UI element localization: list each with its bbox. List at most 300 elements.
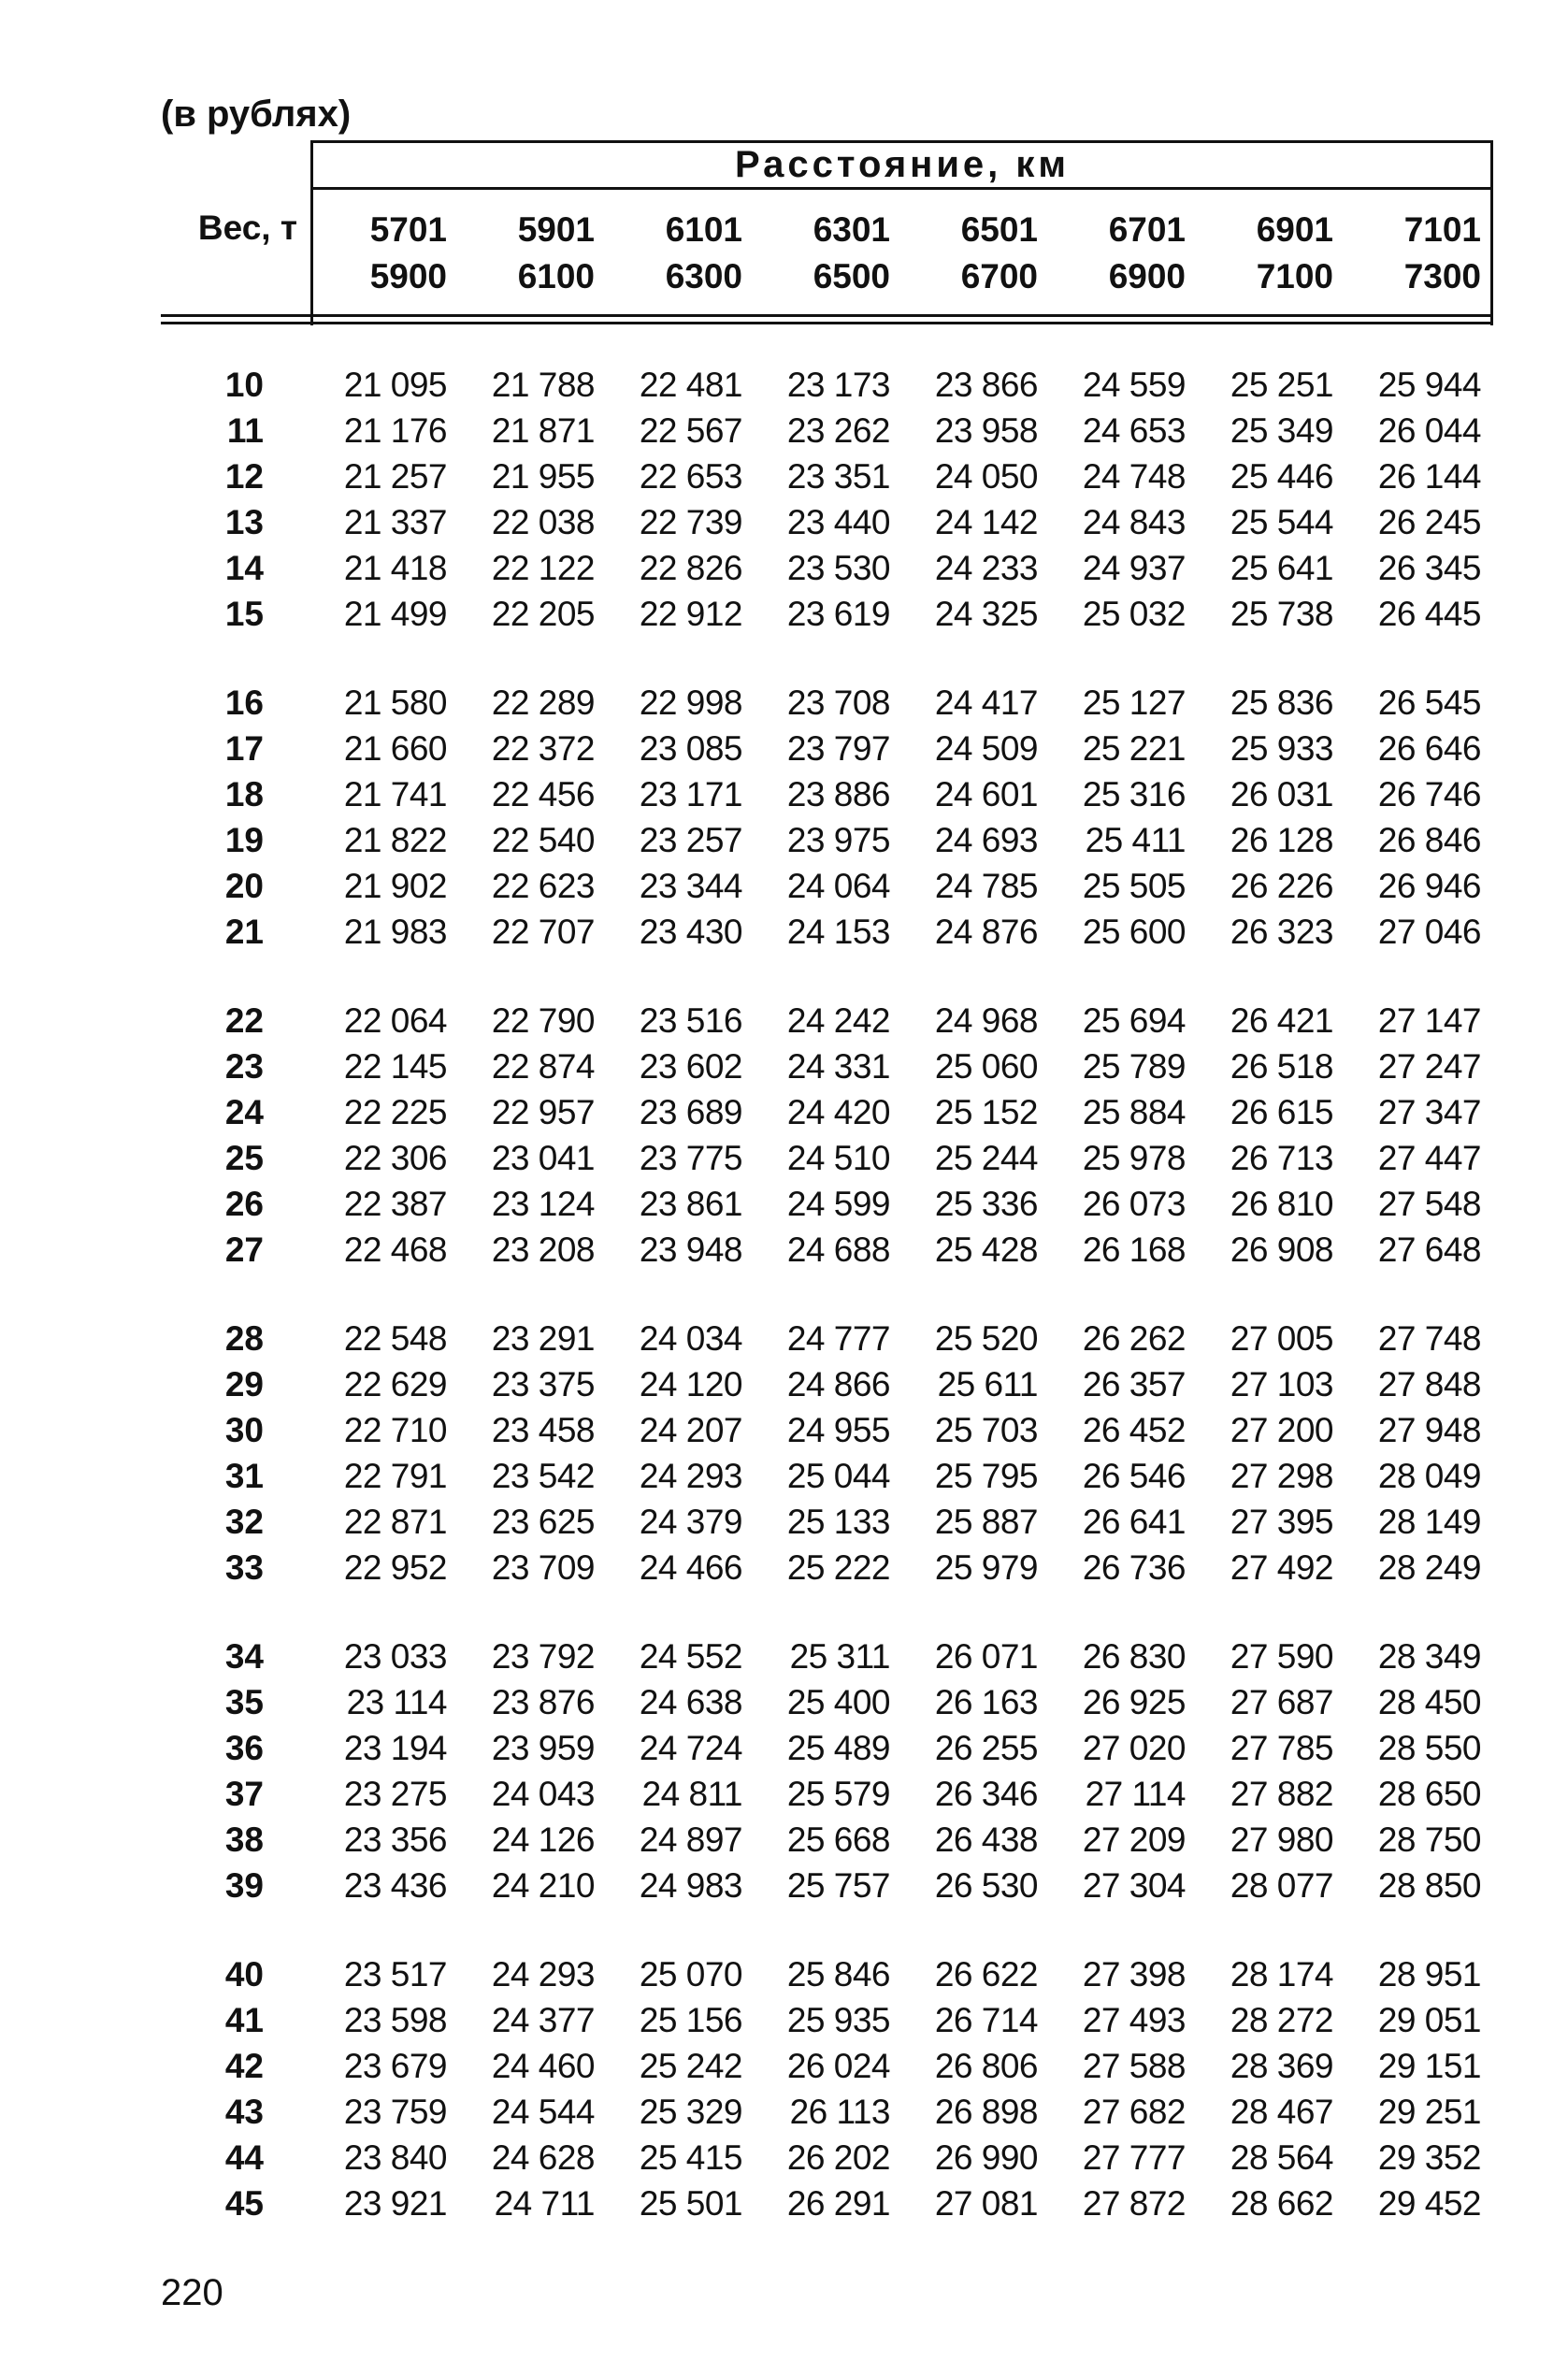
rate-cell: 25 446 [1230,457,1333,496]
rate-cell: 26 357 [1082,1365,1186,1403]
rate-cell: 27 114 [1085,1775,1186,1813]
table-row [0,1317,1568,1361]
distance-to: 6900 [1108,257,1186,295]
rate-cell: 27 848 [1377,1365,1481,1403]
rate-cell: 24 843 [1082,503,1186,541]
table-row [0,1136,1568,1181]
rate-cell: 26 262 [1082,1319,1186,1358]
rate-cell: 25 944 [1377,366,1481,404]
rate-cell: 23 948 [639,1231,742,1269]
rate-cell: 25 757 [786,1866,890,1905]
rate-cell: 23 775 [639,1139,742,1177]
rate-cell: 23 124 [491,1185,595,1223]
rate-cell: 25 428 [934,1231,1038,1269]
rate-cell: 22 122 [491,549,595,587]
rate-cell: 23 625 [491,1503,595,1541]
rate-cell: 25 579 [786,1775,890,1813]
rate-cell: 25 133 [786,1503,890,1541]
weight-cell: 28 [224,1319,264,1358]
rate-cell: 26 545 [1377,684,1481,722]
rate-cell: 28 249 [1377,1548,1481,1587]
weight-cell: 43 [224,2093,264,2131]
rate-cell: 24 293 [639,1457,742,1495]
rate-cell: 22 707 [491,913,595,951]
weight-cell: 21 [224,913,264,951]
rate-cell: 26 044 [1377,411,1481,450]
rate-cell: 26 452 [1082,1411,1186,1449]
weight-column-header: Вес, т [197,209,297,247]
rate-cell: 21 095 [343,366,447,404]
rate-cell: 25 789 [1082,1047,1186,1086]
distance-to: 5900 [369,257,447,295]
weight-cell: 32 [224,1503,264,1541]
rate-cell: 28 077 [1230,1866,1333,1905]
rate-cell: 24 050 [934,457,1038,496]
rate-cell: 26 714 [934,2001,1038,2039]
rate-cell: 24 711 [494,2184,595,2223]
table-row [0,1864,1568,1908]
rate-cell: 25 127 [1082,684,1186,722]
rate-cell: 24 509 [934,729,1038,768]
rate-cell: 24 688 [786,1231,890,1269]
table-row [0,2044,1568,2089]
rate-cell: 24 034 [639,1319,742,1358]
rate-cell: 23 114 [346,1683,447,1721]
rate-cell: 21 660 [343,729,447,768]
table-row [0,999,1568,1044]
rate-cell: 26 024 [786,2047,890,2085]
rate-cell: 21 418 [343,549,447,587]
rate-cell: 25 222 [786,1548,890,1587]
rate-cell: 27 200 [1230,1411,1333,1449]
rate-cell: 25 795 [934,1457,1038,1495]
rate-cell: 28 349 [1377,1637,1481,1676]
rate-cell: 23 351 [786,457,890,496]
weight-cell: 25 [224,1139,264,1177]
rate-cell: 24 866 [786,1365,890,1403]
rate-cell: 27 588 [1082,2047,1186,2085]
rate-cell: 25 505 [1082,867,1186,905]
distance-from: 6301 [813,210,890,249]
rate-cell: 21 741 [343,775,447,813]
distance-from: 6501 [960,210,1038,249]
rate-cell: 21 871 [491,411,595,450]
distance-column-header [772,208,890,301]
rate-cell: 24 897 [639,1821,742,1859]
rate-cell: 23 257 [639,821,742,859]
rate-cell: 29 452 [1377,2184,1481,2223]
rate-cell: 26 445 [1377,595,1481,633]
rate-cell: 22 306 [343,1139,447,1177]
rate-cell: 29 352 [1377,2138,1481,2177]
rate-cell: 25 501 [639,2184,742,2223]
weight-cell: 31 [224,1457,264,1495]
weight-cell: 37 [224,1775,264,1813]
rate-cell: 22 145 [343,1047,447,1086]
rate-cell: 21 983 [343,913,447,951]
rate-cell: 24 331 [786,1047,890,1086]
rate-cell: 21 337 [343,503,447,541]
rate-cell: 27 682 [1082,2093,1186,2131]
rate-cell: 24 064 [786,867,890,905]
rate-cell: 25 935 [786,2001,890,2039]
rate-cell: 25 156 [639,2001,742,2039]
rate-cell: 26 245 [1377,503,1481,541]
distance-to: 7300 [1403,257,1481,295]
rate-cell: 22 998 [639,684,742,722]
rate-cell: 24 043 [491,1775,595,1813]
rate-cell: 24 968 [934,1001,1038,1040]
rate-cell: 22 548 [343,1319,447,1358]
rate-cell: 21 822 [343,821,447,859]
rate-cell: 24 466 [639,1548,742,1587]
table-row [0,1408,1568,1453]
distance-to: 7100 [1256,257,1333,295]
distance-column-header [1068,208,1186,301]
weight-cell: 27 [224,1231,264,1269]
weight-cell: 18 [224,775,264,813]
rate-cell: 23 262 [786,411,890,450]
rate-cell: 27 103 [1230,1365,1333,1403]
rate-cell: 29 251 [1377,2093,1481,2131]
rate-cell: 27 980 [1230,1821,1333,1859]
rate-cell: 23 430 [639,913,742,951]
distance-column-header [329,208,447,301]
rate-cell: 26 113 [789,2093,890,2131]
rate-cell: 23 275 [343,1775,447,1813]
rate-cell: 21 955 [491,457,595,496]
rate-cell: 25 600 [1082,913,1186,951]
rate-cell: 24 544 [491,2093,595,2131]
rate-cell: 23 516 [639,1001,742,1040]
rate-cell: 26 830 [1082,1637,1186,1676]
rate-cell: 23 689 [639,1093,742,1131]
rate-cell: 27 882 [1230,1775,1333,1813]
rate-cell: 25 251 [1230,366,1333,404]
rate-cell: 25 242 [639,2047,742,2085]
distance-from: 6701 [1108,210,1186,249]
rate-cell: 28 272 [1230,2001,1333,2039]
rate-cell: 27 492 [1230,1548,1333,1587]
rate-cell: 28 650 [1377,1775,1481,1813]
rate-cell: 23 436 [343,1866,447,1905]
table-row [0,1546,1568,1591]
weight-cell: 24 [224,1093,264,1131]
rate-cell: 23 709 [491,1548,595,1587]
rate-cell: 27 395 [1230,1503,1333,1541]
rate-cell: 24 460 [491,2047,595,2085]
rate-cell: 22 653 [639,457,742,496]
rate-cell: 24 628 [491,2138,595,2177]
header-bottom-rule-2 [161,322,1493,324]
weight-cell: 10 [224,366,264,404]
table-row [0,2181,1568,2226]
header-bottom-rule-1 [161,314,1493,317]
distance-to: 6300 [665,257,742,295]
table-row [0,910,1568,955]
rate-cell: 26 846 [1377,821,1481,859]
rate-cell: 22 871 [343,1503,447,1541]
rate-cell: 24 142 [934,503,1038,541]
rate-cell: 25 611 [937,1365,1038,1403]
rate-cell: 25 520 [934,1319,1038,1358]
distance-from: 7101 [1403,210,1481,249]
table-row [0,1090,1568,1135]
rate-cell: 26 908 [1230,1231,1333,1269]
rate-cell: 23 792 [491,1637,595,1676]
rate-cell: 26 291 [786,2184,890,2223]
rate-cell: 25 032 [1082,595,1186,633]
table-row [0,818,1568,863]
rate-cell: 22 038 [491,503,595,541]
rate-cell: 23 171 [639,775,742,813]
rate-cell: 27 785 [1230,1729,1333,1767]
distance-title: Расстояние, км [734,144,1071,185]
table-row [0,1726,1568,1771]
rate-cell: 22 952 [343,1548,447,1587]
rate-cell: 22 739 [639,503,742,541]
rate-cell: 22 623 [491,867,595,905]
rate-cell: 24 153 [786,913,890,951]
rate-cell: 26 641 [1082,1503,1186,1541]
distance-from: 5901 [517,210,595,249]
rate-cell: 23 797 [786,729,890,768]
rate-cell: 26 746 [1377,775,1481,813]
weight-cell: 39 [224,1866,264,1905]
rate-cell: 27 948 [1377,1411,1481,1449]
rate-cell: 23 458 [491,1411,595,1449]
rate-cell: 23 344 [639,867,742,905]
rate-cell: 23 958 [934,411,1038,450]
weight-cell: 42 [224,2047,264,2085]
rate-cell: 27 398 [1082,1955,1186,1994]
table-row [0,409,1568,453]
rate-cell: 25 044 [786,1457,890,1495]
weight-cell: 20 [224,867,264,905]
rate-cell: 26 202 [786,2138,890,2177]
rate-cell: 23 598 [343,2001,447,2039]
rate-cell: 28 369 [1230,2047,1333,2085]
rate-cell: 21 257 [343,457,447,496]
table-row [0,864,1568,909]
rate-cell: 22 289 [491,684,595,722]
weight-cell: 34 [224,1637,264,1676]
rate-cell: 23 356 [343,1821,447,1859]
rate-cell: 23 886 [786,775,890,813]
rate-cell: 22 205 [491,595,595,633]
rate-cell: 27 209 [1082,1821,1186,1859]
table-row [0,772,1568,817]
rate-cell: 23 517 [343,1955,447,1994]
table-row [0,1228,1568,1273]
rate-cell: 23 959 [491,1729,595,1767]
rate-cell: 23 440 [786,503,890,541]
rate-cell: 23 173 [786,366,890,404]
rate-cell: 26 622 [934,1955,1038,1994]
distance-column-header [920,208,1038,301]
rate-cell: 25 489 [786,1729,890,1767]
page-number: 220 [161,2272,223,2313]
rate-cell: 24 120 [639,1365,742,1403]
rate-cell: 25 244 [934,1139,1038,1177]
rate-cell: 23 530 [786,549,890,587]
rate-cell: 25 329 [639,2093,742,2131]
rate-cell: 27 020 [1082,1729,1186,1767]
rate-cell: 21 176 [343,411,447,450]
rate-cell: 24 748 [1082,457,1186,496]
rate-cell: 25 070 [639,1955,742,1994]
rate-cell: 25 336 [934,1185,1038,1223]
rate-cell: 25 641 [1230,549,1333,587]
rate-cell: 26 168 [1082,1231,1186,1269]
rate-cell: 24 955 [786,1411,890,1449]
rate-cell: 23 542 [491,1457,595,1495]
rate-cell: 26 518 [1230,1047,1333,1086]
distance-to: 6100 [517,257,595,295]
weight-cell: 45 [224,2184,264,2223]
rate-cell: 25 738 [1230,595,1333,633]
rate-cell: 27 247 [1377,1047,1481,1086]
rate-cell: 22 540 [491,821,595,859]
table-row [0,363,1568,408]
rate-cell: 26 925 [1082,1683,1186,1721]
table-row [0,1044,1568,1089]
distance-to: 6700 [960,257,1038,295]
rate-cell: 24 601 [934,775,1038,813]
rate-cell: 23 602 [639,1047,742,1086]
rate-cell: 25 311 [789,1637,890,1676]
rate-cell: 27 777 [1082,2138,1186,2177]
rate-cell: 22 387 [343,1185,447,1223]
rate-cell: 27 304 [1082,1866,1186,1905]
rate-cell: 22 957 [491,1093,595,1131]
weight-cell: 13 [224,503,264,541]
rate-cell: 27 648 [1377,1231,1481,1269]
rate-cell: 26 990 [934,2138,1038,2177]
table-row [0,1182,1568,1227]
header-mid-rule [312,187,1492,190]
rate-cell: 26 898 [934,2093,1038,2131]
rate-cell: 22 064 [343,1001,447,1040]
rate-cell: 24 379 [639,1503,742,1541]
weight-cell: 19 [224,821,264,859]
rate-cell: 22 468 [343,1231,447,1269]
rate-cell: 24 325 [934,595,1038,633]
weight-cell: 11 [226,411,264,450]
rate-cell: 24 293 [491,1955,595,1994]
rate-cell: 28 467 [1230,2093,1333,2131]
rate-cell: 27 081 [934,2184,1038,2223]
rate-cell: 24 983 [639,1866,742,1905]
weight-cell: 23 [224,1047,264,1086]
rate-cell: 25 060 [934,1047,1038,1086]
rate-cell: 25 415 [639,2138,742,2177]
rate-cell: 27 005 [1230,1319,1333,1358]
rate-cell: 28 550 [1377,1729,1481,1767]
rate-cell: 23 041 [491,1139,595,1177]
table-row [0,1818,1568,1863]
distance-from: 6901 [1256,210,1333,249]
rate-cell: 26 546 [1082,1457,1186,1495]
rate-cell: 26 128 [1230,821,1333,859]
rate-cell: 21 902 [343,867,447,905]
rate-cell: 22 481 [639,366,742,404]
rate-cell: 24 377 [491,2001,595,2039]
rate-cell: 28 564 [1230,2138,1333,2177]
rate-cell: 22 826 [639,549,742,587]
rate-cell: 23 975 [786,821,890,859]
rate-cell: 22 874 [491,1047,595,1086]
rate-cell: 25 978 [1082,1139,1186,1177]
rate-cell: 27 872 [1082,2184,1186,2223]
rate-cell: 24 242 [786,1001,890,1040]
weight-cell: 26 [224,1185,264,1223]
table-row [0,1454,1568,1499]
distance-column-header [1363,208,1481,301]
weight-cell: 22 [224,1001,264,1040]
rate-cell: 25 411 [1085,821,1186,859]
rate-cell: 27 748 [1377,1319,1481,1358]
rate-cell: 26 810 [1230,1185,1333,1223]
rate-cell: 22 710 [343,1411,447,1449]
weight-cell: 30 [224,1411,264,1449]
table-row [0,592,1568,637]
rate-cell: 26 806 [934,2047,1038,2085]
table-row [0,727,1568,771]
rate-cell: 28 662 [1230,2184,1333,2223]
rate-cell: 25 887 [934,1503,1038,1541]
rate-cell: 29 151 [1377,2047,1481,2085]
rate-cell: 26 346 [934,1775,1038,1813]
rate-cell: 25 979 [934,1548,1038,1587]
rate-cell: 27 548 [1377,1185,1481,1223]
rate-cell: 23 033 [343,1637,447,1676]
rate-cell: 24 599 [786,1185,890,1223]
rate-cell: 21 580 [343,684,447,722]
rate-cell: 23 866 [934,366,1038,404]
weight-cell: 41 [224,2001,264,2039]
rate-cell: 23 619 [786,595,890,633]
rate-cell: 24 811 [641,1775,742,1813]
rate-cell: 24 552 [639,1637,742,1676]
rate-cell: 24 638 [639,1683,742,1721]
rate-cell: 24 724 [639,1729,742,1767]
weight-cell: 35 [224,1683,264,1721]
rate-cell: 26 255 [934,1729,1038,1767]
rate-cell: 24 510 [786,1139,890,1177]
rate-cell: 24 777 [786,1319,890,1358]
rate-cell: 23 085 [639,729,742,768]
distance-from: 5701 [369,210,447,249]
rate-cell: 27 590 [1230,1637,1333,1676]
rate-cell: 23 291 [491,1319,595,1358]
rate-cell: 24 653 [1082,411,1186,450]
rate-cell: 23 708 [786,684,890,722]
rate-cell: 27 298 [1230,1457,1333,1495]
rate-cell: 27 347 [1377,1093,1481,1131]
weight-cell: 15 [224,595,264,633]
weight-cell: 36 [224,1729,264,1767]
rate-cell: 26 073 [1082,1185,1186,1223]
rate-cell: 23 921 [343,2184,447,2223]
rate-cell: 29 051 [1377,2001,1481,2039]
distance-from: 6101 [665,210,742,249]
rate-cell: 25 221 [1082,729,1186,768]
rate-cell: 23 194 [343,1729,447,1767]
rate-cell: 25 933 [1230,729,1333,768]
rate-cell: 26 615 [1230,1093,1333,1131]
rate-cell: 24 420 [786,1093,890,1131]
